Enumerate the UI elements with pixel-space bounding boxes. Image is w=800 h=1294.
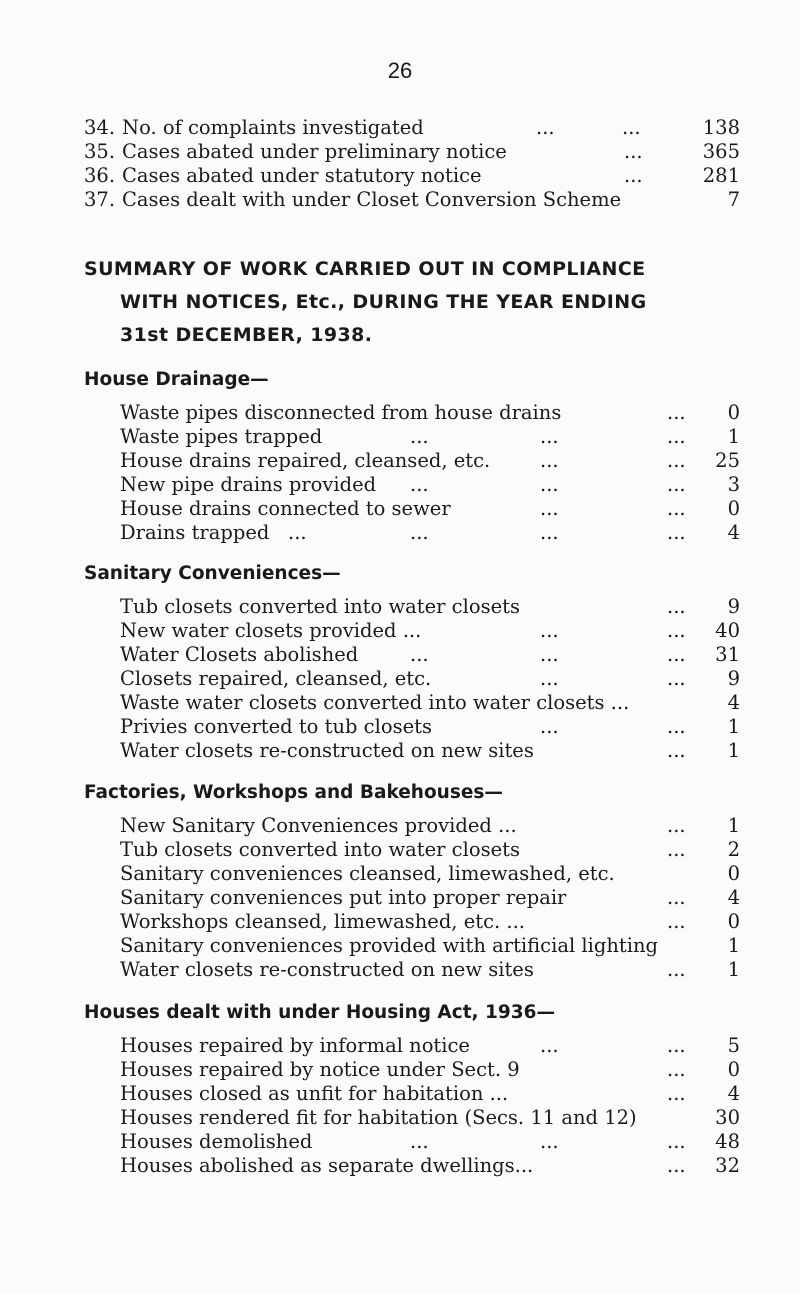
item-value: 25 [715,449,740,472]
leader-dots: ... [410,643,429,666]
list-item [120,473,740,497]
leader-dots: ... [667,814,686,837]
leader-dots: ... [540,497,559,520]
leader-dots: ... [667,958,686,981]
section-heading: Sanitary Conveniences— [84,563,341,584]
list-item [120,619,740,643]
leader-dots: ... [622,116,641,139]
section-heading: Houses dealt with under Housing Act, 1936— [84,1002,556,1023]
stat-label: Cases abated under preliminary notice [122,140,507,163]
item-label: Houses closed as unfit for habitation ... [120,1082,509,1105]
leader-dots: ... [540,473,559,496]
item-label: House drains repaired, cleansed, etc. [120,449,491,472]
item-label: New water closets provided ... [120,619,422,642]
leader-dots: ... [540,425,559,448]
page-number: 26 [387,58,413,83]
section-heading: Factories, Workshops and Bakehouses— [84,782,503,803]
list-item [120,715,740,739]
leader-dots: ... [410,1130,429,1153]
item-value: 1 [727,934,740,957]
item-value: 32 [715,1154,740,1177]
item-label: Privies converted to tub closets [120,715,432,738]
leader-dots: ... [667,1058,686,1081]
summary-title-line: WITH NOTICES, Etc., DURING THE YEAR ENDING [120,291,647,313]
list-item [120,401,740,425]
stat-row [84,188,740,212]
item-value: 0 [727,401,740,424]
item-value: 1 [727,425,740,448]
item-value: 40 [715,619,740,642]
item-label: Waste pipes disconnected from house drains [120,401,562,424]
item-value: 48 [715,1130,740,1153]
section-heading: House Drainage— [84,369,269,390]
list-item [120,862,740,886]
leader-dots: ... [667,1130,686,1153]
leader-dots: ... [667,1034,686,1057]
item-number: 37. [84,188,116,211]
leader-dots: ... [667,1154,686,1177]
item-value: 30 [715,1106,740,1129]
leader-dots: ... [667,643,686,666]
leader-dots: ... [667,401,686,424]
list-item [120,667,740,691]
item-value: 4 [727,1082,740,1105]
leader-dots: ... [540,643,559,666]
leader-dots: ... [624,140,643,163]
summary-title-line: SUMMARY OF WORK CARRIED OUT IN COMPLIANCE [84,258,646,280]
item-label: Tub closets converted into water closets [120,595,520,618]
item-label: New pipe drains provided [120,473,377,496]
leader-dots: ... [667,449,686,472]
leader-dots: ... [667,497,686,520]
item-label: Workshops cleansed, limewashed, etc. ... [120,910,525,933]
leader-dots: ... [667,425,686,448]
list-item [120,449,740,473]
summary-title [84,253,740,352]
item-value: 1 [727,715,740,738]
item-number: 36. [84,164,116,187]
item-value: 4 [727,691,740,714]
list-item [120,1034,740,1058]
list-item [120,910,740,934]
list-item [120,595,740,619]
list-item [120,1082,740,1106]
leader-dots: ... [540,449,559,472]
stat-label: Cases dealt with under Closet Conversion Scheme [122,188,622,211]
item-value: 31 [715,643,740,666]
stat-value: 7 [727,188,740,211]
leader-dots: ... [667,739,686,762]
list-item [120,886,740,910]
leader-dots: ... [540,521,559,544]
item-value: 0 [727,862,740,885]
leader-dots: ... [667,910,686,933]
stat-value: 138 [702,116,740,139]
leader-dots: ... [667,1082,686,1105]
leader-dots: ... [667,619,686,642]
summary-title-line: 31st DECEMBER, 1938. [120,324,373,346]
list-item [120,934,740,958]
list-item [120,958,740,982]
item-number: 35. [84,140,116,163]
list-item [120,739,740,763]
leader-dots: ... [540,1130,559,1153]
leader-dots: ... [540,619,559,642]
leader-dots: ... [288,521,307,544]
item-value: 4 [727,886,740,909]
item-label: Houses repaired by informal notice [120,1034,470,1057]
list-item [120,521,740,545]
item-label: Water Closets abolished [120,643,359,666]
list-item [120,425,740,449]
leader-dots: ... [540,1034,559,1057]
leader-dots: ... [536,116,555,139]
item-value: 1 [727,739,740,762]
item-label: Tub closets converted into water closets [120,838,520,861]
list-item [120,1058,740,1082]
item-value: 0 [727,1058,740,1081]
list-item [120,1154,740,1178]
stat-value: 281 [702,164,740,187]
list-item [120,1130,740,1154]
stat-label: Cases abated under statutory notice [122,164,482,187]
item-number: 34. [84,116,116,139]
stat-row [84,164,740,188]
leader-dots: ... [540,667,559,690]
stat-value: 365 [702,140,740,163]
item-value: 1 [727,814,740,837]
leader-dots: ... [624,164,643,187]
item-label: Houses demolished [120,1130,313,1153]
list-item [120,814,740,838]
item-label: Waste water closets converted into water closets ... [120,691,630,714]
item-value: 5 [727,1034,740,1057]
item-label: Sanitary conveniences cleansed, limewashed, etc. [120,862,615,885]
leader-dots: ... [667,521,686,544]
item-label: House drains connected to sewer [120,497,451,520]
item-value: 3 [727,473,740,496]
item-label: Waste pipes trapped [120,425,323,448]
item-label: Sanitary conveniences provided with artificial lighting [120,934,659,957]
item-label: Houses repaired by notice under Sect. 9 [120,1058,520,1081]
item-value: 0 [727,497,740,520]
leader-dots: ... [667,838,686,861]
item-label: New Sanitary Conveniences provided ... [120,814,517,837]
list-item [120,643,740,667]
list-item [120,691,740,715]
stat-row [84,140,740,164]
leader-dots: ... [410,473,429,496]
leader-dots: ... [667,473,686,496]
leader-dots: ... [667,595,686,618]
item-label: Sanitary conveniences put into proper repair [120,886,567,909]
item-label: Drains trapped [120,521,270,544]
item-value: 0 [727,910,740,933]
item-label: Water closets re-constructed on new sites [120,958,534,981]
leader-dots: ... [667,667,686,690]
item-label: Houses rendered fit for habitation (Secs. 11 and 12) [120,1106,637,1129]
list-item [120,497,740,521]
leader-dots: ... [410,425,429,448]
item-value: 9 [727,595,740,618]
item-label: Water closets re-constructed on new sites [120,739,534,762]
item-label: Houses abolished as separate dwellings... [120,1154,534,1177]
item-value: 9 [727,667,740,690]
item-value: 4 [727,521,740,544]
leader-dots: ... [410,521,429,544]
stat-row [84,116,740,140]
item-label: Closets repaired, cleansed, etc. [120,667,432,690]
leader-dots: ... [667,715,686,738]
leader-dots: ... [667,886,686,909]
leader-dots: ... [540,715,559,738]
stat-label: No. of complaints investigated [122,116,424,139]
item-value: 2 [727,838,740,861]
list-item [120,1106,740,1130]
list-item [120,838,740,862]
item-value: 1 [727,958,740,981]
